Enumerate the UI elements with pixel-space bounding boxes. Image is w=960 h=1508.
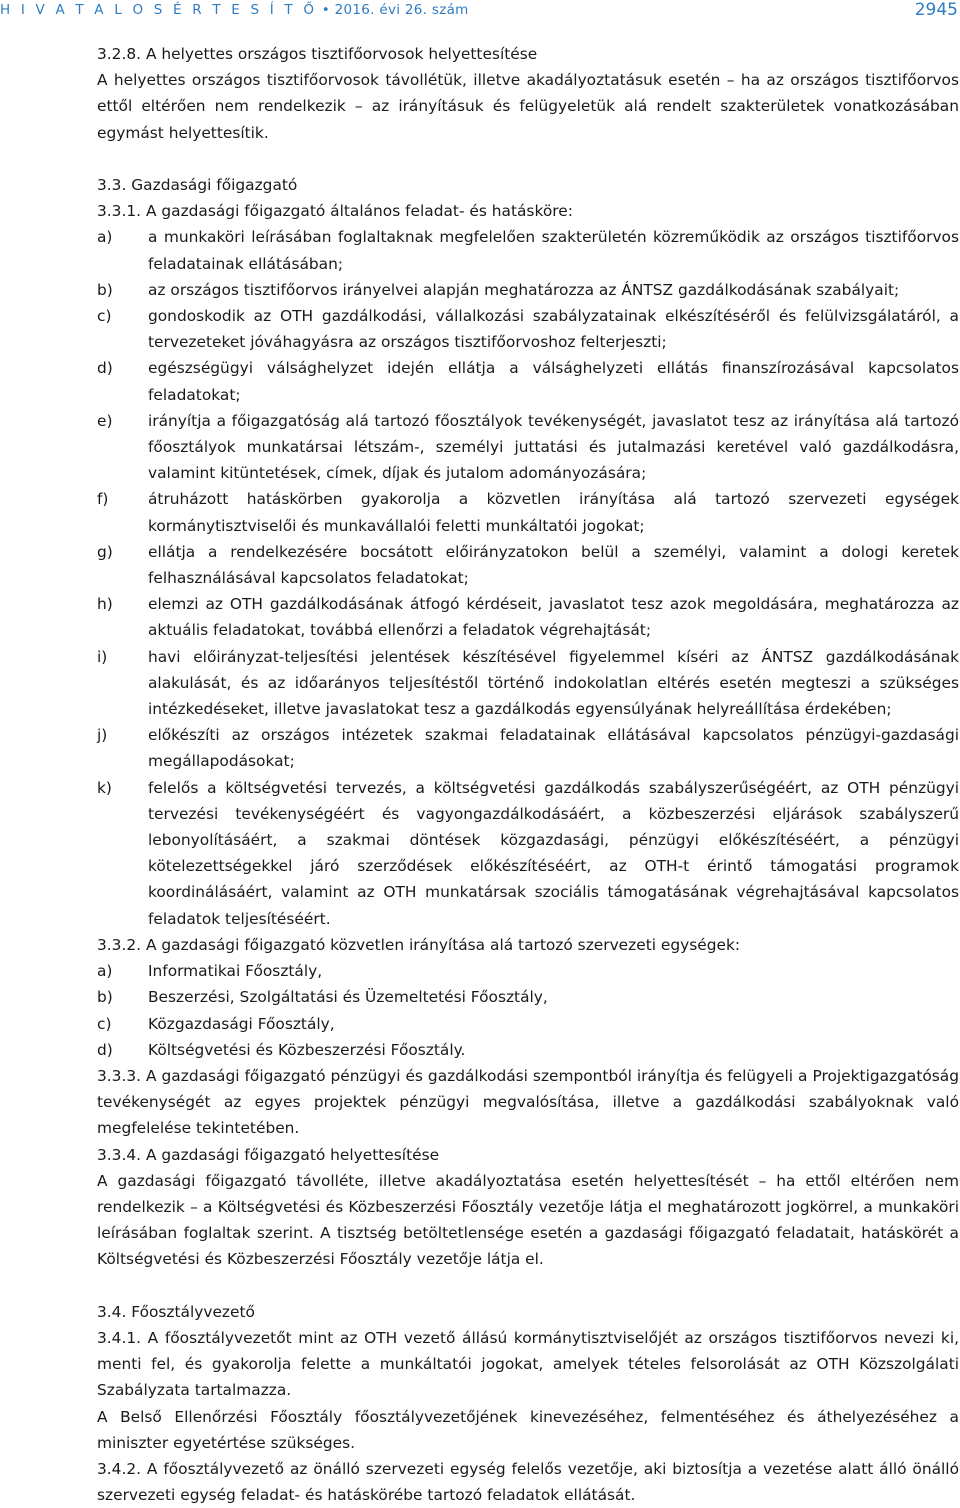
list-item-label: b) — [97, 280, 113, 299]
list-item-text: havi előirányzat-teljesítési jelentések készítésével figyelemmel kíséri az ÁNTSZ gazdálkodásának alakulását, és az időarányos teljesítéstől történő indokolatlan eltérés esetén megteszi a szükséges intézkedéseket, illetve javaslatokat tesz a gazdálkodás egyensúlyának helyreállítása érdekében; — [148, 647, 959, 719]
spacer — [97, 146, 959, 172]
list-item-text: egészségügyi válsághelyzet idején ellátja a válsághelyzeti ellátás finanszírozásával kapcsolatos feladatokat; — [148, 359, 959, 404]
section-3-3-4-body: A gazdasági főigazgató távolléte, illetve akadályoztatása esetén helyettesítését – ha ettől eltérően nem rendelkezik – a Költségvetési és Közbeszerzési Főosztály vezetője látja el meghatározott jogkörrel, a munkaköri leírásában foglaltak szerint. A tisztség betöltetlensége esetén a gazdasági főigazgató feladatait, hatáskörét a Költségvetési és Közbeszerzési Főosztály vezetője látja el. — [97, 1171, 959, 1269]
list-item-text: ellátja a rendelkezésére bocsátott előirányzatokon belül a személyi, valamint a dologi keretek felhasználásával kapcsolatos feladatokat; — [148, 542, 959, 588]
list-item-label: k) — [97, 778, 112, 797]
list-item-text: irányítja a főigazgatóság alá tartozó főosztályok tevékenységét, javaslatot tesz az irányítása alá tartozó főosztályok munkatársai létszám-, személyi juttatási és jutalmazási keretével való gazdálkodásra, valamint kitüntetések, címek, díjak és jutalom adományozására; — [148, 411, 959, 483]
list-item-label: c) — [97, 307, 112, 326]
list-item — [97, 984, 959, 1010]
list-item-text: gondoskodik az OTH gazdálkodási, vállalkozási szabályzatainak elkészítéséről és felülvizsgálatáról, a tervezeteket jóváhagyásra az országos tisztifőorvoshoz felterjeszti; — [148, 307, 959, 352]
list-item-label: e) — [97, 411, 113, 430]
section-3-3-title: 3.3. Gazdasági főigazgató — [97, 176, 298, 194]
section-3-3-4-title: 3.3.4. A gazdasági főigazgató helyettesítése — [97, 1145, 440, 1164]
list-item-label: a) — [97, 228, 113, 247]
list-item-label: f) — [97, 490, 109, 509]
section-3-4-title: 3.4. Főosztályvezető — [97, 1302, 255, 1321]
page-header — [0, 0, 960, 24]
list-item-text: a munkaköri leírásában foglaltaknak megfelelően szakterületén közreműködik az országos tisztifőorvos feladatainak ellátásában; — [148, 228, 959, 273]
list-item — [97, 1037, 959, 1063]
section-3-3-3-body: 3.3.3. A gazdasági főigazgató pénzügyi és gazdálkodási szempontból irányítja és felügyeli a Projektigazgatóság tevékenységét az egyes projektek pénzügyi megvalósítása, illetve a gazdálkodási szabályoknak való megfelelése tekintetében. — [97, 1066, 959, 1138]
list-item-text: előkészíti az országos intézetek szakmai feladatainak ellátásával kapcsolatos pénzügyi-gazdasági megállapodásokat; — [148, 726, 959, 771]
issue-date: 2016. évi 26. szám — [334, 2, 469, 18]
section-3-2-8-body: A helyettes országos tisztifőorvosok távollétük, illetve akadályoztatásuk esetén – ha az országos tisztifőorvos ettől eltérően nem rendelkezik – az irányításuk és felügyeletük alá rendelt szakterületek vonatkozásában egymást helyettesítik. — [97, 71, 959, 142]
list-item-text: az országos tisztifőorvos irányelvei alapján meghatározza az ÁNTSZ gazdálkodásának szabályait; — [148, 280, 900, 299]
section-3-4-2-body: 3.4.2. A főosztályvezető az önálló szervezeti egység felelős vezetője, aki biztosítja a vezetése alatt álló önálló szervezeti egység feladat- és hatáskörébe tartozó feladatok ellátását. — [97, 1459, 959, 1505]
list-item — [97, 722, 959, 774]
list-item — [97, 355, 959, 407]
list-item — [97, 408, 959, 487]
list-item-text: elemzi az OTH gazdálkodásának átfogó kérdéseit, javaslatot tesz azok megoldására, meghatározza az aktuális feladatokat, továbbá ellenőrzi a feladatok végrehajtását; — [148, 595, 959, 640]
list-item — [97, 591, 959, 643]
list-item-label: d) — [97, 1040, 113, 1059]
list-item-text: Közgazdasági Főosztály, — [148, 1014, 335, 1033]
section-3-3-1-list — [97, 224, 959, 931]
page-number: 2945 — [914, 0, 958, 20]
list-item-label: h) — [97, 595, 113, 614]
section-3-3-1-intro: 3.3.1. A gazdasági főigazgató általános feladat- és hatásköre: — [97, 202, 573, 221]
list-item-text: Beszerzési, Szolgáltatási és Üzemeltetési Főosztály, — [148, 988, 548, 1007]
list-item-label: c) — [97, 1014, 112, 1033]
list-item — [97, 539, 959, 591]
section-3-2-8-title: 3.2.8. A helyettes országos tisztifőorvosok helyettesítése — [97, 45, 538, 63]
section-3-4-1-body-2: A Belső Ellenőrzési Főosztály főosztályvezetőjének kinevezéséhez, felmentéséhez és áthelyezéséhez a miniszter egyetértése szükséges. — [97, 1407, 959, 1452]
list-item-label: g) — [97, 542, 113, 561]
list-item — [97, 224, 959, 276]
separator: • — [321, 2, 335, 18]
list-item — [97, 775, 959, 932]
list-item — [97, 1011, 959, 1037]
list-item — [97, 277, 959, 303]
list-item — [97, 486, 959, 538]
section-3-3-2-intro: 3.3.2. A gazdasági főigazgató közvetlen irányítása alá tartozó szervezeti egységek: — [97, 935, 741, 954]
list-item-label: j) — [97, 726, 108, 745]
list-item-text: felelős a költségvetési tervezés, a költségvetési gazdálkodás szabályszerűségéért, az OTH pénzügyi tervezési tevékenységéért és vagyongazdálkodásáért, a közbeszerzési eljárások szabályszerű lebonyolításáért, a szakmai döntések közgazdasági, pénzügyi előkészítéséért, a pénzügyi kötelezettségekkel járó szerződések előkészítéséért, az OTH-t érintő támogatási programok koordinálásáért, valamint az OTH munkatársak szociális támogatásának végrehajtásával kapcsolatos feladatok teljesítéséért. — [148, 778, 959, 928]
list-item-label: b) — [97, 988, 113, 1007]
list-item — [97, 958, 959, 984]
list-item-text: Költségvetési és Közbeszerzési Főosztály. — [148, 1040, 466, 1059]
publication-title: H I V A T A L O S É R T E S Í T Ő — [0, 2, 318, 18]
list-item — [97, 644, 959, 723]
section-3-4-1-body: 3.4.1. A főosztályvezetőt mint az OTH vezető állású kormánytisztviselőjét az országos tisztifőorvos nevezi ki, menti fel, és gyakorolja felette a munkáltatói jogokat, amelyek tételes felsorolását az OTH Közszolgálati Szabályzata tartalmazza. — [97, 1328, 959, 1400]
spacer — [97, 1273, 959, 1299]
section-3-3-2-list — [97, 958, 959, 1063]
list-item-label: d) — [97, 359, 113, 378]
running-header — [0, 2, 469, 18]
document-body — [97, 41, 959, 1508]
list-item-text: Informatikai Főosztály, — [148, 962, 323, 981]
list-item-text: átruházott hatáskörben gyakorolja a közvetlen irányítása alá tartozó szervezeti egységek kormánytisztviselői és munkavállalói feletti munkáltatói jogokat; — [148, 490, 959, 535]
list-item-label: a) — [97, 962, 113, 981]
list-item — [97, 303, 959, 355]
list-item-label: i) — [97, 647, 108, 666]
